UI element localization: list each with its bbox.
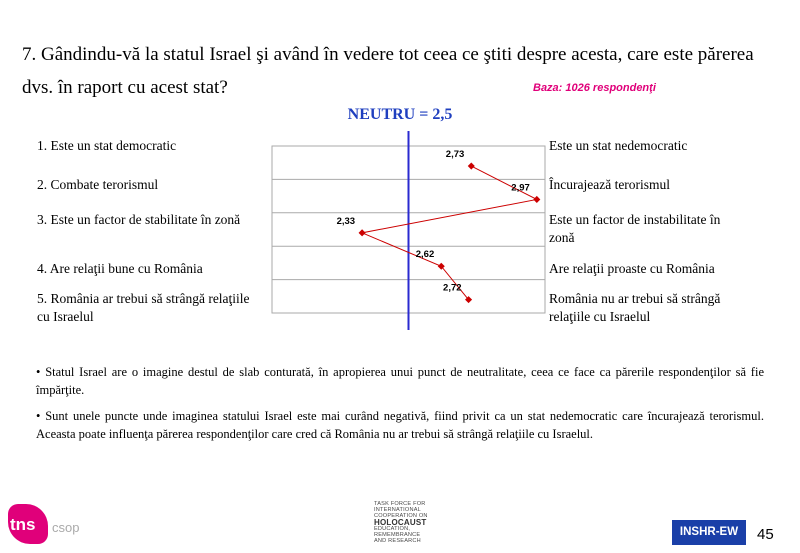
taskforce-line: AND RESEARCH (374, 538, 421, 545)
taskforce-line: REMEMBRANCE (374, 532, 421, 539)
csop-logo-text: csop (52, 520, 80, 535)
bullet-1: • Statul Israel are o imagine destul de slab conturată, în apropierea unui punct de neutralitate, ceea ce face ca părerile respondenţilor să fie împărţite. (36, 365, 764, 397)
taskforce-line: COOPERATION ON (374, 513, 428, 520)
commentary (36, 363, 764, 451)
page-number: 45 (757, 526, 774, 543)
data-label-1: 2,73 (445, 149, 465, 161)
question-title: 7. Gândindu-vă la statul Israel şi având în vedere tot ceea ce ştiti despre acesta, care este părerea dvs. în raport cu acest stat? (22, 44, 754, 98)
right-label-5: România nu ar trebui să strângă relaţiile cu Israelul (549, 291, 721, 324)
right-label-2: Încurajează terorismul (549, 177, 671, 192)
sample-base: Baza: 1026 respondenţi (533, 82, 656, 94)
right-label-3: Este un factor de instabilitate în zonă (549, 212, 721, 245)
taskforce-line: HOLOCAUST (374, 517, 427, 527)
left-label-5: 5. România ar trebui să strângă relaţiile cu Israelul (37, 291, 250, 324)
taskforce-line: EDUCATION, (374, 525, 411, 532)
left-label-2: 2. Combate terorismul (37, 177, 159, 192)
right-label-4: Are relaţii proaste cu România (549, 261, 715, 276)
left-label-1: 1. Este un stat democratic (37, 138, 177, 153)
taskforce-line: TASK FORCE FOR (374, 501, 426, 507)
left-label-3: 3. Este un factor de stabilitate în zonă (37, 212, 241, 227)
tns-logo-text: tns (10, 515, 36, 534)
data-label-4: 2,62 (415, 249, 435, 261)
data-label-2: 2,97 (511, 182, 530, 194)
neutral-label: NEUTRU = 2,5 (347, 106, 453, 123)
taskforce-line: INTERNATIONAL (374, 507, 421, 514)
data-label-5: 2,72 (443, 282, 462, 294)
right-label-1: Este un stat nedemocratic (549, 138, 688, 153)
taskforce-logo (374, 501, 430, 544)
data-label-3: 2,33 (336, 215, 356, 227)
left-label-4: 4. Are relaţii bune cu România (37, 261, 203, 276)
institute-badge: INSHR-EW (672, 520, 746, 545)
bullet-2: • Sunt unele puncte unde imaginea statului Israel este mai curând negativă, fiind privit ca un stat nedemocratic care încurajează terorismul. Aceasta poate influenţa părerea respondenţilor care cred că România nu ar trebui să strângă relaţiile cu Israelul. (36, 409, 764, 441)
